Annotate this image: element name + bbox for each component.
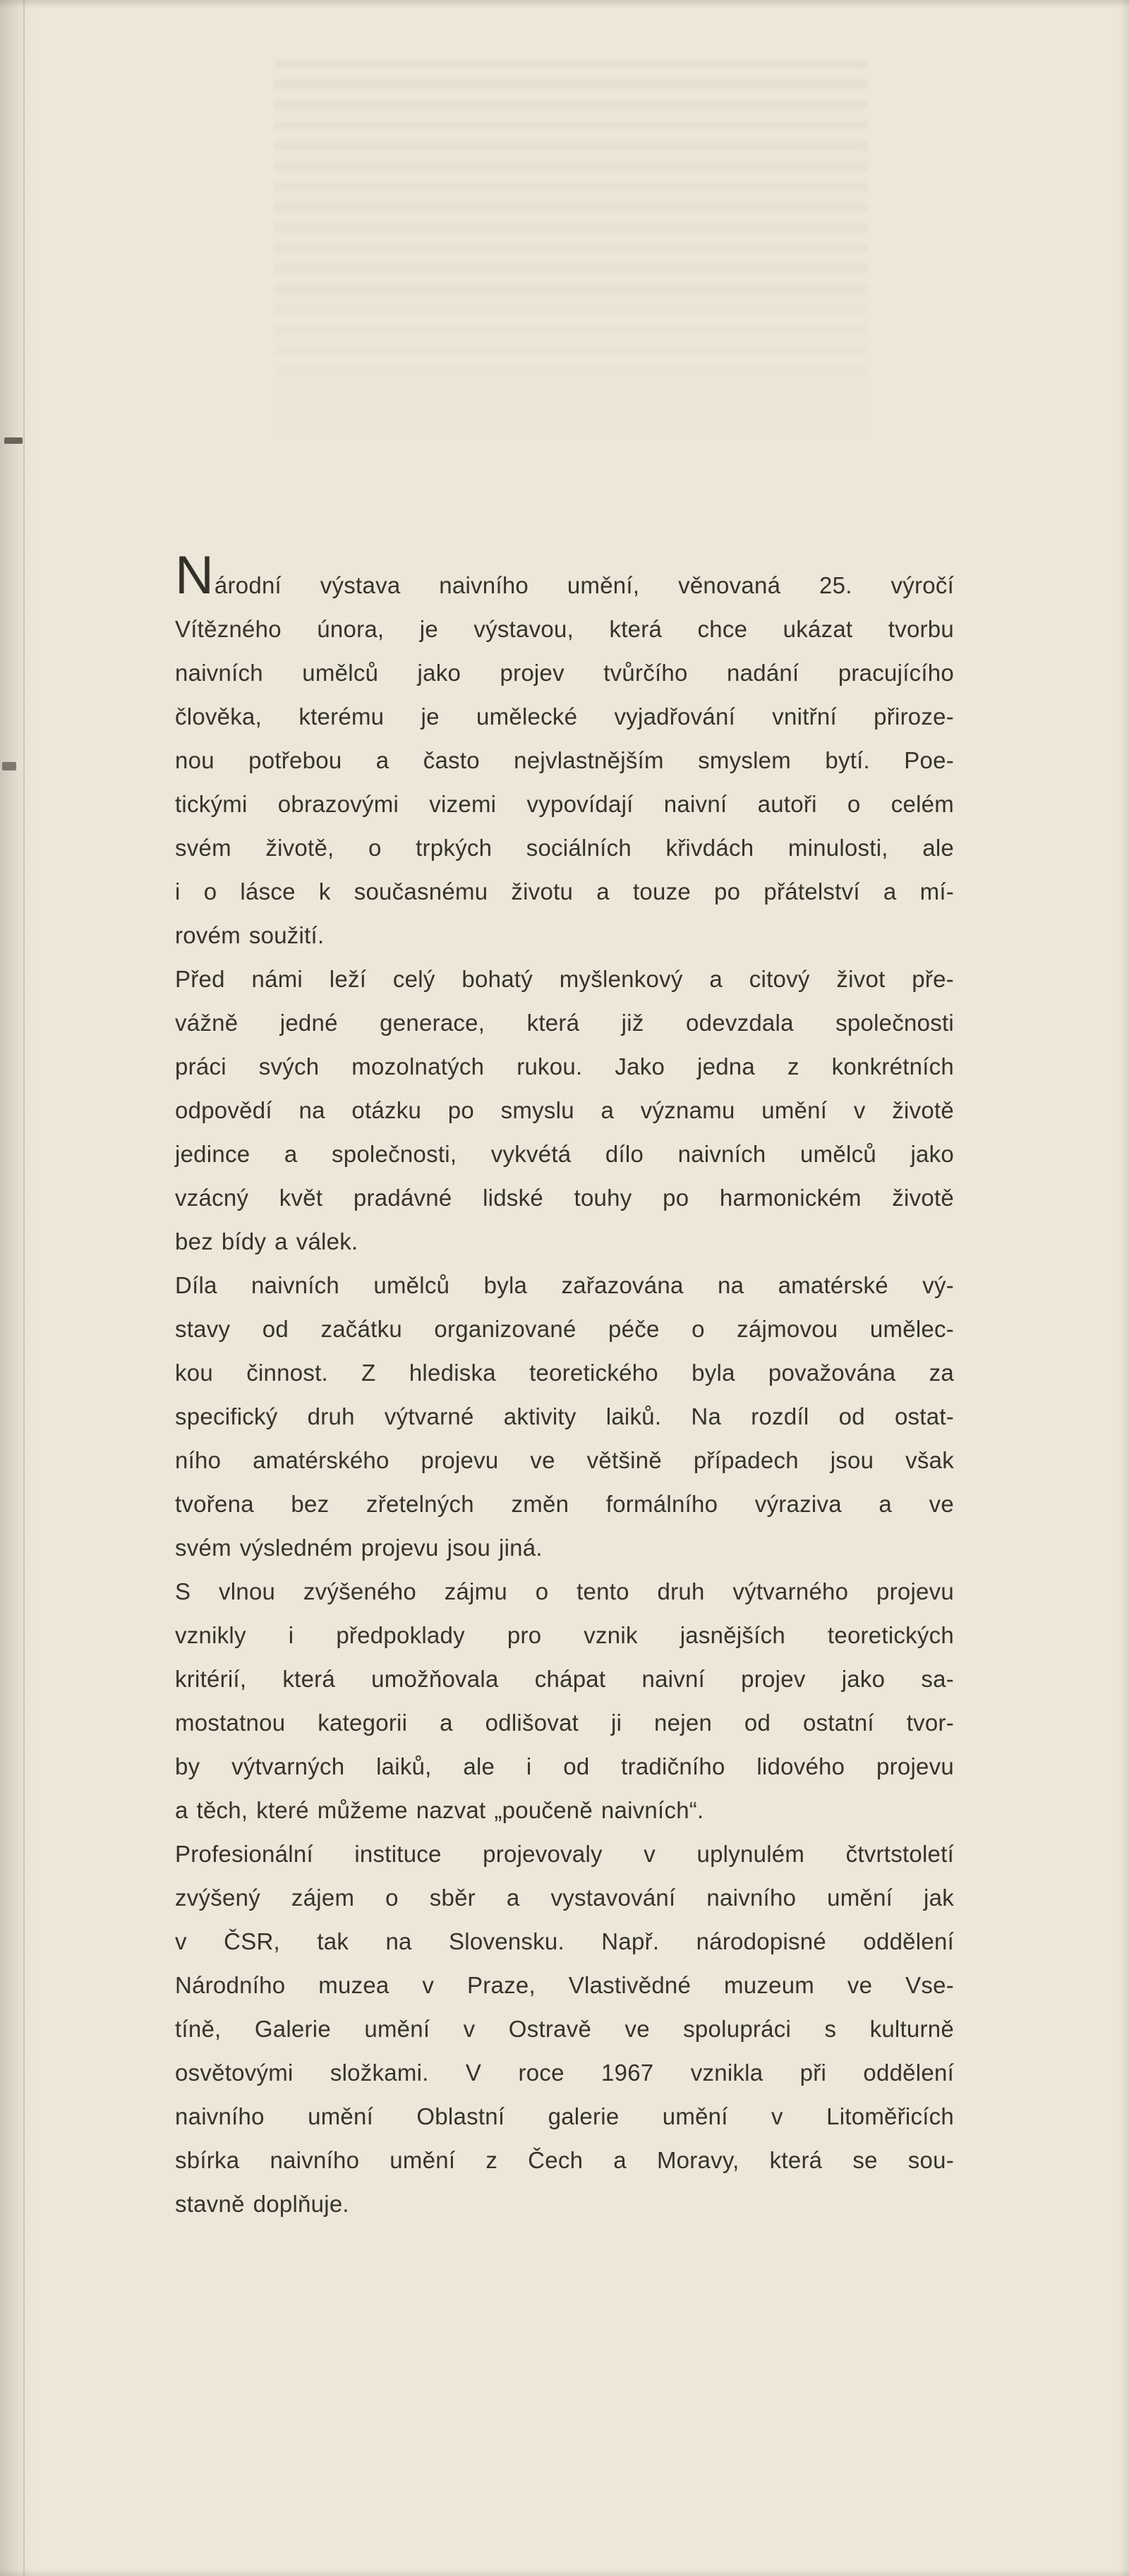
- scan-mark: [4, 437, 23, 444]
- text-line: ního amatérského projevu ve většině případech jsou však: [175, 1447, 954, 1473]
- text-line: v ČSR, tak na Slovensku. Např. národopisné oddělení: [175, 1928, 954, 1954]
- paragraph: [175, 545, 954, 957]
- text-line: tíně, Galerie umění v Ostravě ve spolupráci s kulturně: [175, 2016, 954, 2042]
- text-line: jedince a společnosti, vykvétá dílo naivních umělců jako: [175, 1141, 954, 1167]
- text-line: rovém soužití.: [175, 922, 325, 948]
- text-line: Profesionální instituce projevovaly v uplynulém čtvrtstoletí: [175, 1841, 954, 1867]
- body-text: [175, 545, 954, 2226]
- paragraph: [175, 1264, 954, 1570]
- paragraph: [175, 1570, 954, 1832]
- text-line: by výtvarných laiků, ale i od tradičního lidového projevu: [175, 1753, 954, 1779]
- text-line: specifický druh výtvarné aktivity laiků. Na rozdíl od ostat-: [175, 1403, 954, 1429]
- text-line: vzácný květ pradávné lidské touhy po harmonickém životě: [175, 1185, 954, 1211]
- text-line: stavy od začátku organizované péče o zájmovou umělec-: [175, 1316, 954, 1342]
- scan-edge-shadow-right: [1119, 0, 1129, 2576]
- text-line: bez bídy a válek.: [175, 1228, 358, 1254]
- text-line: Před námi leží celý bohatý myšlenkový a citový život pře-: [175, 966, 954, 992]
- text-line: naivních umělců jako projev tvůrčího nadání pracujícího: [175, 660, 954, 686]
- text-line: osvětovými složkami. V roce 1967 vznikla při oddělení: [175, 2060, 954, 2086]
- text-line: svém životě, o trpkých sociálních křivdách minulosti, ale: [175, 835, 954, 861]
- scan-edge-shadow-bottom: [0, 2569, 1129, 2576]
- text-line: práci svých mozolnatých rukou. Jako jedna z konkrétních: [175, 1053, 954, 1080]
- text-line: tickými obrazovými vizemi vypovídají naivní autoři o celém: [175, 791, 954, 817]
- text-line: svém výsledném projevu jsou jiná.: [175, 1535, 543, 1561]
- scan-edge-shadow-top: [0, 0, 1129, 8]
- paragraph: [175, 1832, 954, 2226]
- text-line: tvořena bez zřetelných změn formálního výraziva a ve: [175, 1491, 954, 1517]
- text-line: S vlnou zvýšeného zájmu o tento druh výtvarného projevu: [175, 1578, 954, 1604]
- text-line: kritérií, která umožňovala chápat naivní projev jako sa-: [175, 1666, 954, 1692]
- scan-mark: [2, 762, 16, 770]
- text-line: člověka, kterému je umělecké vyjadřování vnitřní přiroze-: [175, 703, 954, 730]
- text-line: nou potřebou a často nejvlastnějším smyslem bytí. Poe-: [175, 747, 954, 773]
- text-line: mostatnou kategorii a odlišovat ji nejen od ostatní tvor-: [175, 1710, 954, 1736]
- text-line: stavně doplňuje.: [175, 2191, 349, 2217]
- text-line: [175, 545, 954, 607]
- scan-edge-shadow-left: [0, 0, 34, 2576]
- text-line: Vítězného února, je výstavou, která chce ukázat tvorbu: [175, 616, 954, 642]
- show-through-ghost-text: [274, 59, 868, 454]
- text-line: vznikly i předpoklady pro vznik jasnějších teoretických: [175, 1622, 954, 1648]
- text-line: kou činnost. Z hlediska teoretického byla považována za: [175, 1360, 954, 1386]
- text-line: a těch, které můžeme nazvat „poučeně naivních“.: [175, 1797, 704, 1823]
- text-line: Díla naivních umělců byla zařazována na amatérské vý-: [175, 1272, 954, 1298]
- text-line: zvýšený zájem o sběr a vystavování naivního umění jak: [175, 1885, 954, 1911]
- text-line: vážně jedné generace, která již odevzdala společnosti: [175, 1010, 954, 1036]
- text-line: i o lásce k současnému životu a touze po přátelství a mí-: [175, 878, 954, 905]
- text-line-content: árodní výstava naivního umění, věnovaná 25. výročí: [214, 572, 954, 598]
- text-line: Národního muzea v Praze, Vlastivědné muzeum ve Vse-: [175, 1972, 954, 1998]
- drop-cap: N: [175, 545, 215, 605]
- text-line: odpovědí na otázku po smyslu a významu umění v životě: [175, 1097, 954, 1123]
- scan-fold-line: [23, 0, 25, 2576]
- text-line: naivního umění Oblastní galerie umění v Litoměřicích: [175, 2103, 954, 2129]
- text-line: sbírka naivního umění z Čech a Moravy, která se sou-: [175, 2147, 954, 2173]
- paragraph: [175, 957, 954, 1264]
